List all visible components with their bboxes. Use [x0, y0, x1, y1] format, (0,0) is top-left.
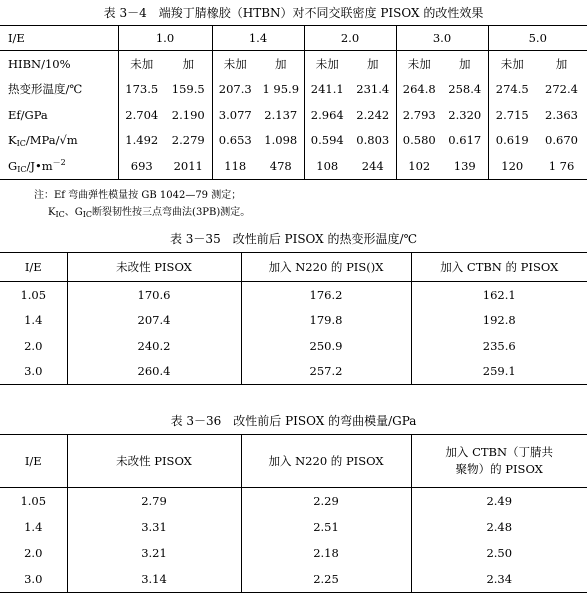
- g-subscript: IC: [17, 165, 27, 175]
- k-unit: /MPa/√m: [25, 132, 78, 147]
- table-cell: 1.05: [20, 494, 47, 508]
- table1-ratio: 5.0: [488, 26, 587, 51]
- table-cell: 3.21: [67, 540, 241, 566]
- table-cell: 2.25: [241, 566, 411, 593]
- note-k: K: [48, 207, 56, 218]
- table-cell: 250.9: [241, 333, 411, 359]
- note-g-sub: IC: [82, 210, 93, 219]
- table-cell: 139: [453, 158, 476, 173]
- g-symbol: G: [8, 159, 18, 174]
- k-symbol: K: [8, 132, 17, 147]
- table-row: [0, 51, 587, 77]
- table-cell: 2.704: [118, 102, 165, 128]
- table3-header: [411, 435, 587, 488]
- table-row: [0, 282, 587, 308]
- table-cell: 274.5: [488, 77, 536, 103]
- table1-header-row: [0, 26, 587, 51]
- table-cell: 未加: [488, 51, 536, 77]
- table-cell: 2.0: [24, 338, 43, 353]
- table-cell: 1.4: [24, 520, 43, 534]
- table-cell: 162.1: [411, 282, 587, 308]
- table-cell: 102: [396, 153, 442, 179]
- table-cell: 258.4: [448, 82, 482, 97]
- table-cell: 未加: [118, 51, 165, 77]
- table-cell: 2011: [173, 158, 203, 173]
- table-cell: 159.5: [171, 82, 205, 97]
- table-row: [0, 333, 587, 359]
- table-row: [0, 308, 587, 334]
- table-row: [0, 153, 587, 179]
- row-label: HIBN/10%: [8, 56, 71, 71]
- table-cell: 118: [212, 153, 258, 179]
- table-cell: 1.098: [264, 133, 298, 148]
- table-row: [0, 77, 587, 103]
- table2-header: 加入 N220 的 PIS()X: [241, 253, 411, 282]
- g-superscript: －2: [52, 158, 66, 168]
- table-cell: 1.492: [118, 128, 165, 154]
- table-cell: 2.48: [411, 514, 587, 540]
- table2-header-row: [0, 253, 587, 282]
- table-row: [0, 540, 587, 566]
- table-cell: 1.05: [20, 287, 47, 302]
- table-cell: 1 76: [548, 158, 575, 173]
- row-label: [0, 128, 118, 154]
- table-cell: 0.619: [488, 128, 536, 154]
- table-cell: 2.34: [411, 566, 587, 593]
- table-cell: 2.279: [171, 133, 205, 148]
- row-label: Ef/GPa: [8, 107, 48, 122]
- table3-header-row: [0, 435, 587, 488]
- table-cell: 3.0: [24, 572, 43, 586]
- table2-header: 未改性 PISOX: [67, 253, 241, 282]
- table1-note-2: [48, 206, 250, 221]
- table-cell: 2.320: [448, 107, 482, 122]
- table-cell: 加: [555, 56, 568, 71]
- table-row: [0, 488, 587, 515]
- table-cell: 0.617: [448, 133, 482, 148]
- table-cell: 179.8: [241, 308, 411, 334]
- note-g: 、G: [64, 207, 83, 218]
- row-label: [0, 153, 118, 179]
- table-cell: 0.653: [212, 128, 258, 154]
- g-unit: /J•m: [26, 159, 53, 174]
- table-cell: 2.29: [241, 488, 411, 515]
- table-cell: 207.3: [212, 77, 258, 103]
- table-cell: 未加: [396, 51, 442, 77]
- table2-header: I/E: [0, 253, 67, 282]
- table-cell: 2.51: [241, 514, 411, 540]
- row-label: 热变形温度/℃: [8, 82, 83, 97]
- table3-header: 加入 N220 的 PISOX: [241, 435, 411, 488]
- table-cell: 未加: [212, 51, 258, 77]
- table-cell: 2.964: [304, 102, 350, 128]
- table-cell: 1 95.9: [262, 82, 300, 97]
- table3-caption: 表 3－36 改性前后 PISOX 的弯曲模量/GPa: [170, 414, 417, 428]
- table-cell: 2.50: [411, 540, 587, 566]
- table3-header: I/E: [0, 435, 67, 488]
- table-cell: 2.242: [356, 107, 390, 122]
- table-cell: 加: [459, 56, 471, 71]
- table-cell: 207.4: [67, 308, 241, 334]
- k-subscript: IC: [16, 138, 26, 148]
- table3-body: [0, 488, 587, 593]
- table2-caption: 表 3－35 改性前后 PISOX 的热变形温度/℃: [169, 232, 418, 246]
- table-cell: 176.2: [241, 282, 411, 308]
- table-cell: 0.580: [396, 128, 442, 154]
- table-row: [0, 102, 587, 128]
- table-cell: 173.5: [118, 77, 165, 103]
- table-cell: 2.190: [171, 107, 205, 122]
- table3: [0, 434, 587, 593]
- table-cell: 1.4: [24, 313, 43, 328]
- table-cell: 120: [488, 153, 536, 179]
- table1-note-1: 注：Ef 弯曲弹性模量按 GB 1042—79 测定；: [34, 190, 242, 201]
- table-row: [0, 359, 587, 385]
- table-cell: 240.2: [67, 333, 241, 359]
- table-cell: 192.8: [411, 308, 587, 334]
- table3-header: 未改性 PISOX: [67, 435, 241, 488]
- table-cell: 2.49: [411, 488, 587, 515]
- table-cell: 2.793: [396, 102, 442, 128]
- table1-ie-header: I/E: [0, 26, 118, 51]
- table-cell: 272.4: [545, 82, 578, 97]
- table-cell: 2.363: [545, 107, 578, 122]
- table1-caption: 表 3－4 端羧丁腈橡胶（HTBN）对不同交联密度 PISOX 的改性效果: [103, 6, 484, 20]
- table-row: [0, 514, 587, 540]
- table-cell: 0.594: [304, 128, 350, 154]
- table-cell: 3.14: [67, 566, 241, 593]
- table-row: [0, 128, 587, 154]
- table-cell: 加: [275, 56, 287, 71]
- table-cell: 3.31: [67, 514, 241, 540]
- note-text: 断裂韧性按三点弯曲法(3PB)测定。: [92, 207, 251, 218]
- table-cell: 693: [118, 153, 165, 179]
- table2-body: [0, 282, 587, 385]
- table-cell: 2.715: [488, 102, 536, 128]
- table-cell: 2.18: [241, 540, 411, 566]
- table-cell: 260.4: [67, 359, 241, 385]
- table1-ratio: 1.0: [118, 26, 212, 51]
- table-cell: 264.8: [396, 77, 442, 103]
- table-cell: 未加: [304, 51, 350, 77]
- table-cell: 478: [269, 158, 292, 173]
- table-cell: 108: [304, 153, 350, 179]
- table1: [0, 25, 587, 180]
- table3-header-wrap: 加入 CTBN（丁腈共聚物）的 PISOX: [445, 445, 554, 476]
- note-k-sub: IC: [55, 210, 65, 219]
- table-cell: 235.6: [411, 333, 587, 359]
- table-cell: 257.2: [241, 359, 411, 385]
- table-cell: 2.137: [264, 107, 298, 122]
- table-cell: 3.077: [212, 102, 258, 128]
- table-cell: 2.79: [67, 488, 241, 515]
- table1-ratio: 1.4: [212, 26, 304, 51]
- table-cell: 3.0: [24, 364, 43, 379]
- table-cell: 170.6: [67, 282, 241, 308]
- table1-ratio: 2.0: [304, 26, 396, 51]
- table1-ratio: 3.0: [396, 26, 488, 51]
- table-cell: 241.1: [304, 77, 350, 103]
- table2: [0, 252, 587, 385]
- table-cell: 2.0: [24, 546, 43, 560]
- table-cell: 0.803: [356, 133, 390, 148]
- table-cell: 加: [367, 56, 379, 71]
- table-cell: 244: [361, 158, 384, 173]
- table-row: [0, 566, 587, 593]
- table-cell: 0.670: [545, 133, 578, 148]
- table-cell: 加: [182, 56, 194, 71]
- table-cell: 231.4: [356, 82, 390, 97]
- table-cell: 259.1: [411, 359, 587, 385]
- table2-header: 加入 CTBN 的 PISOX: [411, 253, 587, 282]
